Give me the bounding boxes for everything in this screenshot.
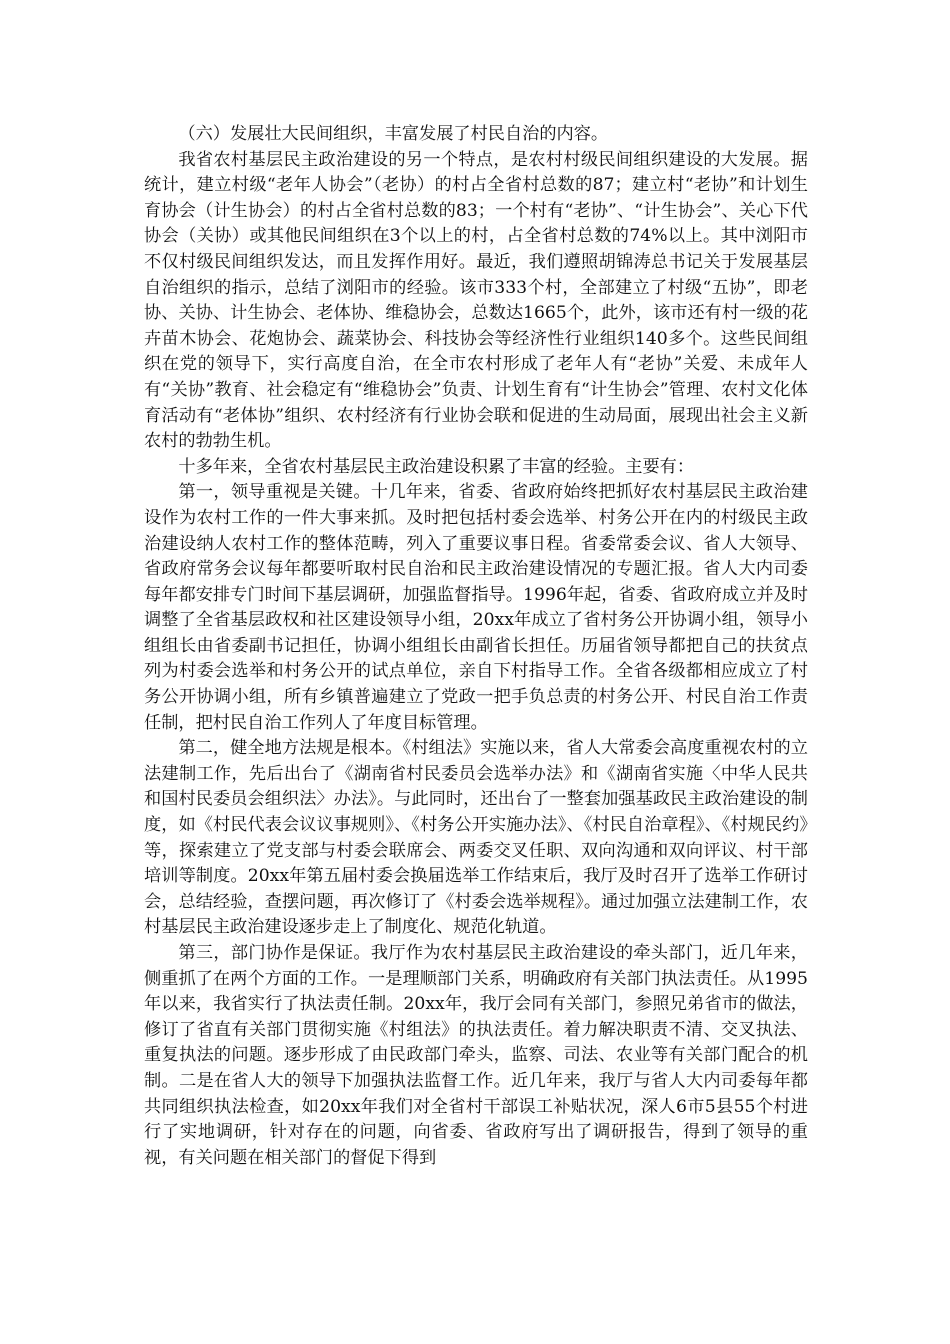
body-paragraph: 十多年来，全省农村基层民主政治建设积累了丰富的经验。主要有： [178,456,695,477]
body-paragraph: 第三，部门协作是保证。我厅作为农村基层民主政治建设的牵头部门，近几年来，侧重抓了在两个方面的工作。一是理顺部门关系，明确政府有关部门执法责任。从1995年以来，我省实行了执法责任制。20xx年，我厅会同有关部门，参照兄弟省市的做法，修订了省直有关部门贯彻实施《村组法》的执法责任。着力解决职责不清、交叉执法、重复执法的问题。逐步形成了由民政部门牵头，监察、司法、农业等有关部门配合的机制。二是在省人大的领导下加强执法监督工作。近几年来，我厅与省人大内司委每年都共同组织执法检查，如20xx年我们对全省村干部误工补贴状况，深人6市5县55个村进行了实地调研，针对存在的问题，向省委、省政府写出了调研报告，得到了领导的重视，有关问题在相关部门的督促下得到 [144,943,808,1168]
body-paragraph: 第一，领导重视是关键。十几年来，省委、省政府始终把抓好农村基层民主政治建设作为农村工作的一件大事来抓。及时把包括村委会选举、村务公开在内的村级民主政治建设纳人农村工作的整体范畴，列入了重要议事日程。省委常委会议、省人大领导、省政府常务会议每年都要听取村民自治和民主政治建设情况的专题汇报。省人大内司委每年都安排专门时间下基层调研，加强监督指导。1996年起，省委、省政府成立并及时调整了全省基层政权和社区建设领导小组，20xx年成立了省村务公开协调小组，领导小组组长由省委副书记担任，协调小组组长由副省长担任。历届省领导都把自己的扶贫点列为村委会选举和村务公开的试点单位，亲自下村指导工作。全省各级都相应成立了村务公开协调小组，所有乡镇普遍建立了党政一把手负总责的村务公开、村民自治工作责任制，把村民自治工作列人了年度目标管理。 [144,482,808,733]
document-body [144,122,808,1171]
body-paragraph: 第二，健全地方法规是根本。《村组法》实施以来，省人大常委会高度重视农村的立法建制工作，先后出台了《湖南省村民委员会选举办法》和《湖南省实施〈中华人民共和国村民委员会组织法〉办法》。与此同时，还出台了一整套加强基政民主政治建设的制度，如《村民代表会议议事规则》、《村务公开实施办法》、《村民自治章程》、《村规民约》等，探索建立了党支部与村委会联席会、两委交叉任职、双向沟通和双向评议、村干部培训等制度。20xx年第五届村委会换届选举工作结束后，我厅及时召开了选举工作研讨会，总结经验，查摆问题，再次修订了《村委会选举规程》。通过加强立法建制工作，农村基层民主政治建设逐步走上了制度化、规范化轨道。 [144,738,808,938]
body-paragraph: 我省农村基层民主政治建设的另一个特点，是农村村级民间组织建设的大发展。据统计，建立村级“老年人协会”（老协）的村占全省村总数的87；建立村“老协”和计划生育协会（计生协会）的村占全省村总数的83；一个村有“老协”、“计生协会”、关心下代协会（关协）或其他民间组织在3个以上的村，占全省村总数的74%以上。其中浏阳市不仅村级民间组织发达，而且发挥作用好。最近，我们遵照胡锦涛总书记关于发展基层自治组织的指示，总结了浏阳市的经验。该市333个村，全部建立了村级“五协”，即老协、关协、计生协会、老体协、维稳协会，总数达1665个，此外，该市还有村一级的花卉苗木协会、花炮协会、蔬菜协会、科技协会等经济性行业组织140多个。这些民间组织在党的领导下，实行高度自治，在全市农村形成了老年人有“老协”关爱、未成年人有“关协”教育、社会稳定有“维稳协会”负责、计划生育有“计生协会”管理、农村文化体育活动有“老体协”组织、农村经济有行业协会联和促进的生动局面，展现出社会主义新农村的勃勃生机。 [144,149,808,452]
section-heading-paragraph: （六）发展壮大民间组织，丰富发展了村民自治的内容。 [178,124,609,144]
